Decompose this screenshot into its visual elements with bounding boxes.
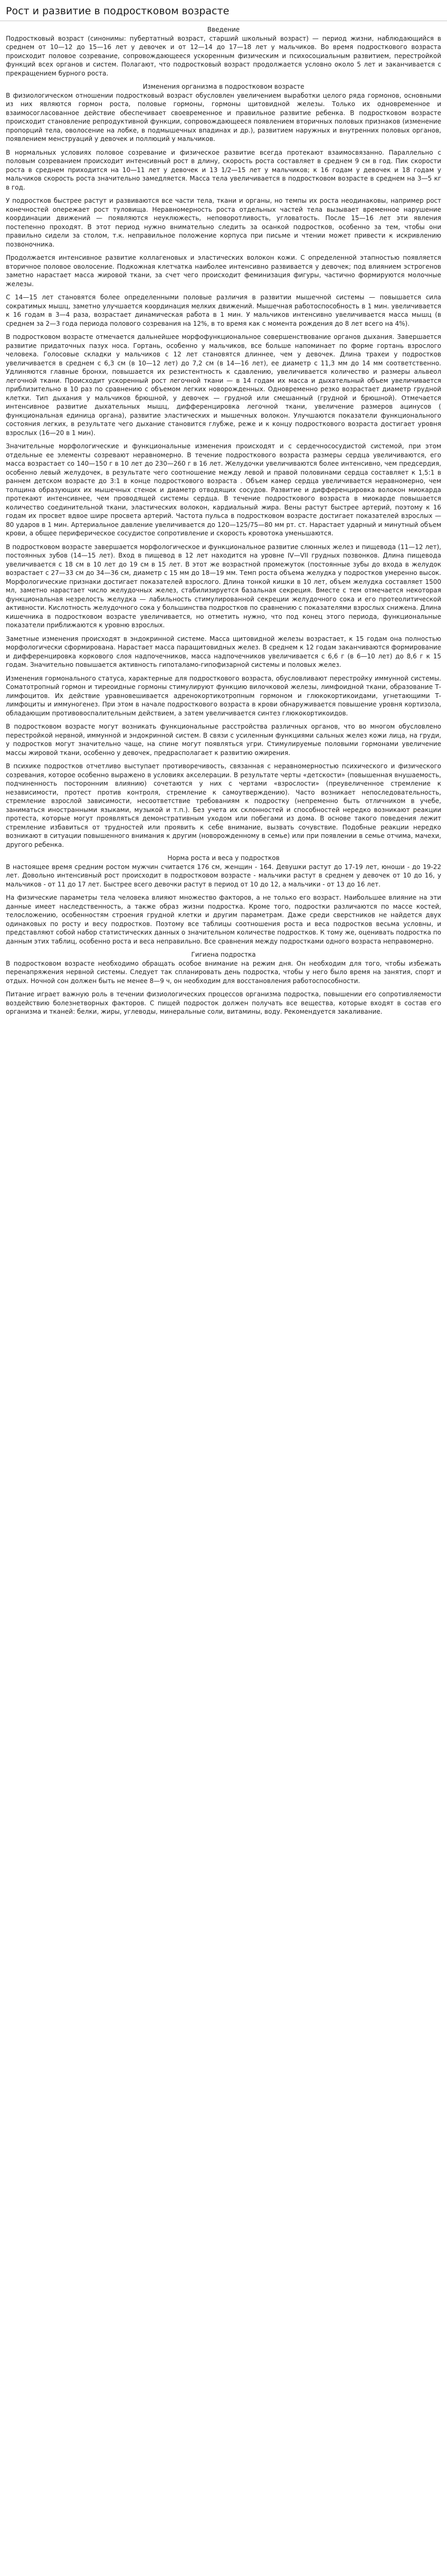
- paragraph: Изменения гормонального статуса, характерные для подросткового возраста, обусловливают перестройку иммунной системы. Соматотропный гормон и тиреоидные гормоны стимулируют функцию вилочковой железы, лимфоидной ткани, образование Т-лимфоцитов. Их действие уравновешивается адренокортикотропным гормоном и глюкокортикоидами, угнетающими Т-лимфоциты и иммуногенез. При этом в начале подросткового возраста в крови обнаруживается повышение уровня кортизола, обладающим противовоспалительным действием, а затем увеличивается синтез глюкокортикоидов.: [6, 674, 441, 717]
- paragraph: В подростковом возрасте завершается морфологическое и функциональное развитие слюнных желез и пищевода (11—12 лет), постоянных зубов (14—15 лет). Вход в пищевод в 12 лет находится на уровне IV—VII грудных позвонков. Длина пищевода увеличивается с 18 см в 10 лет до 19 см в 15 лет. В этот же возрастной промежуток (постоянные зубы до входа в желудок возрастает с 27—33 см до 34—36 см, диаметр с 15 мм до 18—19 мм. Темп роста объема желудка у подростков умеренно высок. Морфологические признаки достигает показателей взрослого. Длина тонкой кишки в 10 лет, объем желудка составляет 1500 мл, заметно нарастает число желудочных желез, стабилизируется базальная секреция. Вместе с тем отмечается некоторая функциональная незрелость желудка — лабильность стимулированной секреции желудочного сока и его протеолитической активности. Кислотность желудочного сока у большинства подростков по сравнению с показателями взрослых снижена. Длина кишечника в подростковом возрасте увеличивается, но отметить нужно, что под конец этого периода, функциональные показатели приближаются к уровню взрослых.: [6, 543, 441, 629]
- paragraph: Заметные изменения происходят в эндокринной системе. Масса щитовидной железы возрастает, к 15 годам она полностью морфологически сформирована. Нарастает масса паращитовидных желез. В среднем к 12 годам заканчиваются формирование и дифференцировка коркового слоя надпочечников, масса надпочечников увеличивается с 6,6 г (в 6—10 лет) до 8,6 г к 15 годам. Значительно повышается активность гипоталамо-гипофизарной системы и половых желез.: [6, 635, 441, 668]
- paragraph: В подростковом возрасте необходимо обращать особое внимание на режим дня. Он необходим для того, чтобы избежать перенапряжения нервной системы. Следует так спланировать день подростка, чтобы у него было время на занятия, спорт и отдых. Ночной сон должен быть не менее 8—9 ч, он необходим для восстановления работоспособности.: [6, 959, 441, 985]
- section-heading: Норма роста и веса у подростков: [167, 854, 280, 862]
- paragraph: Питание играет важную роль в течении физиологических процессов организма подростка, повышении его сопротивляемости воздействию болезнетворных факторов. С пищей подросток должен получать все вещества, которые входят в состав его организма и тканей: белки, жиры, углеводы, минеральные соли, витамины, воду. Рекомендуется закаливание.: [6, 990, 441, 1015]
- paragraph: В физиологическом отношении подростковый возраст обусловлен увеличением выработки целого ряда гормонов, основными из них являются гормон роста, половые гормоны, гормоны щитовидной железы. Только их одновременное и взаимосогласованное действие обеспечивает своевременное и правильное развитие ребенка. В подростковом возрасте происходит становление репродуктивной функции, сопровождающееся появлением вторичных половых признаков (изменение пропорций тела, оволосение на лобке, в подмышечных впадинах и др.), развитием наружных и внутренних половых органов, появлением менструаций у девочек и поллюций у мальчиков.: [6, 91, 441, 143]
- paragraph: В психике подростков отчетливо выступает противоречивость, связанная с неравномерностью психического и физического созревания, которое особенно выражено в условиях акселерации. В результате черты «детскости» (повышенная внушаемость, подчиненность посторонним влиянию) сочетаются у них с чертами «взрослости» (преувеличенное стремление к независимости, протест против контроля, стремление к самоутверждению). Часто возникает непоследовательность, стремление взрослой зависимости, несоответствие требованиям к подростку (непременно быть отличником в учебе, заниматься иностранными языками, музыкой и т.п.). Без учета их склонностей и способностей нередко возникают реакции протеста, которые могут проявляться демонстративным уходом или побегами из дома. В основе такого поведения лежит стремление избавиться от трудностей или проявить к себе внимание, вызвать сочувствие. Подобные реакции нередко возникают в ситуации повышенного внимания к другим (новорожденному в семье) или при появлении в семье отчима, мачехи, другого ребенка.: [6, 762, 441, 848]
- paragraph: В подростковом возрасте отмечается дальнейшее морфофункциональное совершенствование органов дыхания. Завершается развитие придаточных пазух носа. Гортань, особенно у мальчиков, все больше напоминает по форме гортань взрослого человека. Голосовые складки у мальчиков с 12 лет становятся длиннее, чем у девочек. Длина трахеи у подростков увеличивается в среднем с 6,3 см (в 10—12 лет) до 7,2 см (в 14—16 лет), ее диаметр с 11,3 мм до 14 мм соответственно. Удлиняются главные бронхи, повышается их резистентность к сдавлению, увеличивается количество и размеры альвеол легочной ткани. Происходит ускоренный рост легочной ткани — в 14 годам их масса и дыхательный объем увеличивается приблизительно в 10 раз по сравнению с объемом легких новорожденных. Одновременно резко возрастает диаметр грудной клетки. Тип дыхания у мальчиков брюшной, у девочек — грудной или смешанный (грудной и брюшной). Отмечается интенсивное развитие дыхательных мышц, дифференцировка легочной ткани, увеличение размеров ацинусов ( функциональная единица органа), развитие эластических и мышечных волокон. Улучшаются показатели функционального состояния легких, в результате чего дыхание становится глубже, реже и к концу подросткового возраста достигает уровня взрослых (16—20 в 1 мин).: [6, 333, 441, 437]
- paragraph: На физические параметры тела человека влияют множество факторов, а не только его возраст. Наибольшее влияние на эти данные имеет наследственность, а также образ жизни подростка. Кроме того, подростки различаются по массе костей, телосложению, особенностям строения грудной клетки и другим параметрам. Даже среди сверстников не найдется двух одинаковых по росту и весу подростков. Поэтому все таблицы соотношения роста и веса подростков весьма условны, и представляют собой набор статистических данных о значительном количестве подростков. К тому же, оценивать подростка по данным этих таблиц, особенно роста и веса неправильно. Все сравнения между подростками одного возраста неправомерно.: [6, 894, 441, 945]
- section-heading: Гигиена подростка: [191, 951, 256, 958]
- paragraph: Подростковый возраст (синонимы: пубертатный возраст, старший школьный возраст) — период жизни, наблюдающийся в среднем от 10—12 до 15—16 лет у девочек и от 12—14 до 17—18 лет у мальчиков. Во время подросткового возраста происходит половое созревание, сопровождающееся ускоренным физическим и психосоциальным развитием, перестройкой функций всех органов и систем. Полагают, что подростковый возраст продолжается условно около 5 лет и заканчивается с прекращением бурного роста.: [6, 34, 441, 77]
- paragraph: В подростковом возрасте могут возникать функциональные расстройства различных органов, что во многом обусловлено перестройкой нервной, иммунной и эндокринной систем. В связи с усиленным функциями сальных желез кожи лица, на груди, у подростков могут значительно чаще, на спине могут появляться угри. Стимулируемые половыми гормонами увеличение массы жировой ткани, особенно у девочек, предрасполагает к развитию ожирения.: [6, 723, 441, 757]
- article-body: [0, 21, 447, 1016]
- paragraph: В нормальных условиях половое созревание и физическое развитие всегда протекают взаимосвязанно. Параллельно с половым созреванием происходит интенсивный рост в длину, скорость роста составляет в среднем 9 см в год. Пик скорости роста в среднем приходится на 10—11 лет у девочек и 13 1/2—15 лет у мальчиков; к 16 годам у девочек и 18 годам у мальчиков скорость роста значительно замедляется. Масса тела увеличивается в подростковом возрасте в среднем на 3—5 кг в год.: [6, 148, 441, 191]
- paragraph: С 14—15 лет становятся более определенными половые различия в развитии мышечной системы — повышается сила сократимых мышц, заметно улучшается координация мелких движений. Мышечная работоспособность в 1 мин. увеличивается к 16 годам в 3—4 раза, возрастает динамическая работа в 1 мин. У мальчиков интенсивно увеличивается масса мышц (в среднем за 2—3 года периода полового созревания на 12%, в то время как с момента рождения до 8 лет всего на 4%).: [6, 294, 441, 327]
- paragraph: Продолжается интенсивное развитие коллагеновых и эластических волокон кожи. С определенной этапностью появляется вторичное половое оволосение. Подкожная клетчатка наиболее интенсивно развивается у девочек; под влиянием эстрогенов заметно нарастает масса жировой ткани, за счет чего происходит феминизация фигуры, частично формируются молочные железы.: [6, 254, 441, 288]
- paragraph: У подростков быстрее растут и развиваются все части тела, ткани и органы, но темпы их роста неодинаковы, например рост конечностей опережает рост туловища. Неравномерность роста отдельных частей тела вызывает временное нарушение координации движений — появляются неуклюжесть, неповоротливость, угловатость. После 15—16 лет эти явления постепенно проходят. В этот период нужно внимательно следить за осанкой подростков, особенно за тем, чтобы они правильно сидели за столом, т.к. неправильное положение корпуса при письме и чтении может привести к искривлению позвоночника.: [6, 197, 441, 248]
- section-heading: Введение: [207, 26, 240, 33]
- document-title: Рост и развитие в подростковом возрасте: [0, 0, 447, 21]
- section-heading: Изменения организма в подростковом возрасте: [142, 83, 305, 90]
- paragraph: Значительные морфологические и функциональные изменения происходят и с сердечнососудистой системой, при этом отдельные ее элементы созревают неравномерно. В течение подросткового возраста размеры сердца увеличиваются, его масса возрастает со 140—150 г в 10 лет до 230—260 г в 16 лет. Желудочки увеличиваются более интенсивно, чем предсердия, особенно левый желудочек, в результате чего соотношение между левой и правой половинами сердца составляет к 1,5:1 в раннем детском возрасте до 3:1 в конце подросткового возраста . Объем камер сердца увеличивается неравномерно, чем толщина образующих их мышечных стенок и диаметр отводящих сосудов. Развитие и дифференцировка волокон миокарда протекают интенсивнее, чем проводящей системы сердца. В течение подросткового возраста в миокарде повышается количество соединительной ткани, эластических волокон, кардиальный жира. Вены растут быстрее артерий, поэтому к 16 годам их просвет вдвое шире просвета артерий. Частота пульса в подростковом возрасте достигает показателей взрослых — 80 ударов в 1 мин. Артериальное давление увеличивается до 120—125/75—80 мм рт. ст. Нарастает ударный и минутный объем крови, а общее периферическое сосудистое сопротивление и скорость кровотока уменьшаются.: [6, 442, 441, 537]
- paragraph: В настоящее время средним ростом мужчин считается 176 см, женщин - 164. Девушки растут до 17-19 лет, юноши - до 19-22 лет. Довольно интенсивный рост происходит в подростковом возрасте - мальчики растут в среднем у девочек от 10 до 16, у мальчиков - от 11 до 17 лет. Быстрее всего девочки растут в период от 10 до 12, а мальчики - от 13 до 16 лет.: [6, 863, 441, 888]
